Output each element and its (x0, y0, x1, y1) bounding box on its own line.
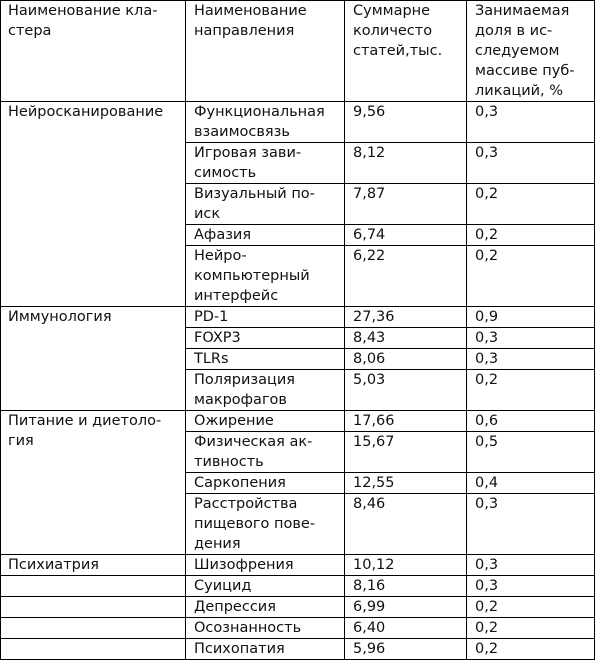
cluster-empty-cell (1, 597, 186, 618)
publication-share: 0,2 (467, 370, 595, 411)
table-row (1, 555, 595, 576)
direction-name: Шизофрения (186, 555, 345, 576)
direction-name: Депрессия (186, 597, 345, 618)
publication-share: 0,3 (467, 143, 595, 184)
publication-share: 0,3 (467, 328, 595, 349)
cluster-name: Иммунология (1, 307, 186, 411)
articles-count: 7,87 (345, 184, 467, 225)
table-row (1, 307, 595, 328)
cluster-name: Нейросканирование (1, 102, 186, 307)
table-row (1, 102, 595, 143)
table-row (1, 597, 595, 618)
header-cluster: Наименование кла- стера (1, 1, 186, 102)
publication-share: 0,2 (467, 639, 595, 660)
articles-count: 6,74 (345, 225, 467, 246)
table-row (1, 618, 595, 639)
articles-count: 5,96 (345, 639, 467, 660)
direction-name: Визуальный по- иск (186, 184, 345, 225)
publication-share: 0,3 (467, 555, 595, 576)
table-row (1, 576, 595, 597)
header-share: Занимаемая доля в ис- следуемом массиве пуб- ликаций, % (467, 1, 595, 102)
articles-count: 6,99 (345, 597, 467, 618)
articles-count: 8,06 (345, 349, 467, 370)
articles-count: 9,56 (345, 102, 467, 143)
direction-name: PD-1 (186, 307, 345, 328)
publication-share: 0,6 (467, 411, 595, 432)
publication-share: 0,3 (467, 102, 595, 143)
publication-share: 0,9 (467, 307, 595, 328)
articles-count: 5,03 (345, 370, 467, 411)
articles-count: 10,12 (345, 555, 467, 576)
publication-share: 0,3 (467, 494, 595, 555)
direction-name: Саркопения (186, 473, 345, 494)
publication-share: 0,5 (467, 432, 595, 473)
articles-count: 8,46 (345, 494, 467, 555)
table-row (1, 639, 595, 660)
direction-name: TLRs (186, 349, 345, 370)
direction-name: Осознанность (186, 618, 345, 639)
articles-count: 27,36 (345, 307, 467, 328)
direction-name: Афазия (186, 225, 345, 246)
publication-share: 0,2 (467, 184, 595, 225)
direction-name: Физическая ак- тивность (186, 432, 345, 473)
cluster-empty-cell (1, 576, 186, 597)
direction-name: Расстройства пищевого пове- дения (186, 494, 345, 555)
articles-count: 17,66 (345, 411, 467, 432)
direction-name: Ожирение (186, 411, 345, 432)
cluster-name: Питание и диетоло- гия (1, 411, 186, 555)
direction-name: Психопатия (186, 639, 345, 660)
direction-name: Функциональная взаимосвязь (186, 102, 345, 143)
direction-name: Игровая зави- симость (186, 143, 345, 184)
publication-share: 0,2 (467, 225, 595, 246)
cluster-empty-cell (1, 639, 186, 660)
articles-count: 6,22 (345, 246, 467, 307)
articles-count: 8,43 (345, 328, 467, 349)
articles-count: 8,12 (345, 143, 467, 184)
articles-count: 15,67 (345, 432, 467, 473)
articles-count: 8,16 (345, 576, 467, 597)
direction-name: Суицид (186, 576, 345, 597)
direction-name: FOXP3 (186, 328, 345, 349)
direction-name: Поляризация макрофагов (186, 370, 345, 411)
publication-share: 0,2 (467, 597, 595, 618)
articles-count: 12,55 (345, 473, 467, 494)
publication-share: 0,3 (467, 576, 595, 597)
table-header-row (1, 1, 595, 102)
cluster-empty-cell (1, 618, 186, 639)
direction-name: Нейро- компьютерный интерфейс (186, 246, 345, 307)
articles-count: 6,40 (345, 618, 467, 639)
table-body (1, 1, 595, 660)
publication-share: 0,3 (467, 349, 595, 370)
publication-share: 0,4 (467, 473, 595, 494)
table-row (1, 411, 595, 432)
cluster-name: Психиатрия (1, 555, 186, 576)
header-articles: Суммарне количесто статей,тыс. (345, 1, 467, 102)
publication-share: 0,2 (467, 618, 595, 639)
publication-share: 0,2 (467, 246, 595, 307)
header-direction: Наименование направления (186, 1, 345, 102)
